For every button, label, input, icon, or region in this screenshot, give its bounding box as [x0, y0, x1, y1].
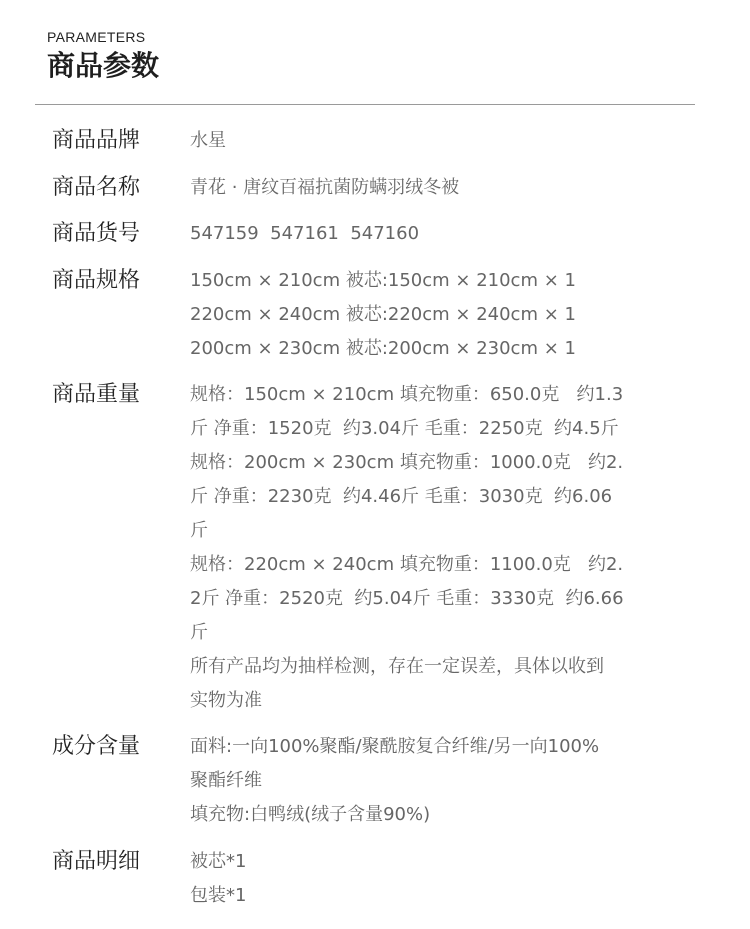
- param-label-brand: 商品品牌: [52, 128, 141, 153]
- value-line: 规格：200cm × 230cm 填充物重：1000.0克 约2.: [190, 452, 624, 473]
- value-line: 547159 547161 547160: [190, 223, 420, 244]
- param-value-detail: [190, 845, 702, 913]
- param-value-composition: [190, 730, 702, 832]
- param-row-brand: [52, 124, 702, 158]
- value-line: 青花 · 唐纹百福抗菌防螨羽绒冬被: [190, 177, 460, 198]
- value-line: 聚酯纤维: [190, 770, 262, 791]
- value-line: 水星: [190, 130, 226, 151]
- param-value-spec: [190, 264, 702, 366]
- header-divider: [35, 104, 695, 105]
- page-title: 商品参数: [47, 49, 160, 82]
- value-line: 150cm × 210cm 被芯:150cm × 210cm × 1: [190, 270, 576, 291]
- param-label-name: 商品名称: [52, 175, 141, 200]
- value-line: 被芯*1: [190, 851, 247, 872]
- value-line: 2斤 净重：2520克 约5.04斤 毛重：3330克 约6.66: [190, 588, 624, 609]
- param-row-composition: [52, 730, 702, 832]
- param-value-sku: [190, 217, 702, 251]
- value-line: 所有产品均为抽样检测，存在一定误差，具体以收到: [190, 656, 604, 677]
- param-label-sku: 商品货号: [52, 221, 141, 246]
- param-label-detail: 商品明细: [52, 849, 141, 874]
- param-label-composition: 成分含量: [52, 734, 141, 759]
- value-line: 220cm × 240cm 被芯:220cm × 240cm × 1: [190, 304, 576, 325]
- value-line: 填充物:白鸭绒(绒子含量90%): [190, 804, 431, 825]
- param-label-weight: 商品重量: [52, 382, 141, 407]
- parameter-table: [52, 120, 702, 913]
- param-label-spec: 商品规格: [52, 268, 141, 293]
- param-value-weight: [190, 378, 702, 718]
- value-line: 斤 净重：2230克 约4.46斤 毛重：3030克 约6.06: [190, 486, 613, 507]
- value-line: 规格：150cm × 210cm 填充物重：650.0克 约1.3: [190, 384, 624, 405]
- param-row-spec: [52, 264, 702, 366]
- param-value-brand: [190, 124, 702, 158]
- value-line: 斤: [190, 622, 208, 643]
- value-line: 斤 净重：1520克 约3.04斤 毛重：2250克 约4.5斤: [190, 418, 619, 439]
- param-value-name: [190, 171, 702, 205]
- value-line: 斤: [190, 520, 208, 541]
- value-line: 面料:一向100%聚酯/聚酰胺复合纤维/另一向100%: [190, 736, 600, 757]
- value-line: 实物为准: [190, 690, 262, 711]
- param-row-detail: [52, 845, 702, 913]
- param-row-weight: [52, 378, 702, 718]
- value-line: 规格：220cm × 240cm 填充物重：1100.0克 约2.: [190, 554, 624, 575]
- param-row-name: [52, 171, 702, 205]
- section-eyebrow: PARAMETERS: [47, 29, 146, 45]
- page-header: [47, 28, 159, 84]
- param-row-sku: [52, 217, 702, 251]
- value-line: 200cm × 230cm 被芯:200cm × 230cm × 1: [190, 338, 576, 359]
- value-line: 包装*1: [190, 885, 247, 906]
